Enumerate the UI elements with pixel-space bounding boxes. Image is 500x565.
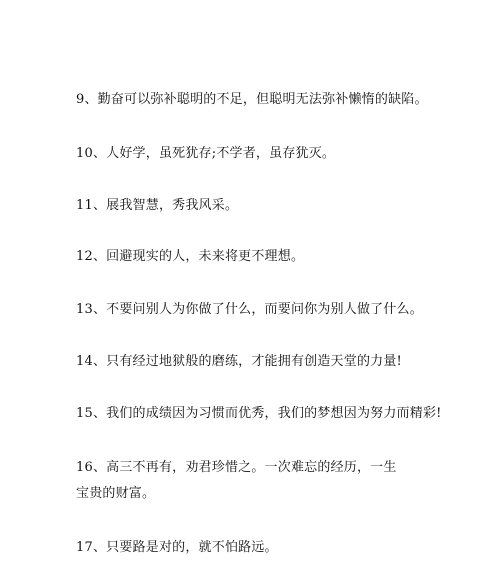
quote-item-14: 14、只有经过地狱般的磨练，才能拥有创造天堂的力量!	[76, 354, 402, 369]
quote-item-12: 12、回避现实的人，未来将更不理想。	[76, 249, 305, 264]
quote-item-9: 9、勤奋可以弥补聪明的不足，但聪明无法弥补懒惰的缺陷。	[76, 92, 428, 107]
quote-item-13: 13、不要问别人为你做了什么，而要问你为别人做了什么。	[76, 302, 423, 317]
quote-item-17: 17、只要路是对的，就不怕路远。	[76, 540, 278, 555]
quote-item-10: 10、人好学，虽死犹存;不学者，虽存犹灭。	[76, 146, 336, 161]
quote-item-15: 15、我们的成绩因为习惯而优秀，我们的梦想因为努力而精彩!	[76, 406, 442, 421]
quote-item-16: 16、高三不再有，劝君珍惜之。一次难忘的经历，一生宝贵的财富。	[76, 460, 397, 501]
quote-item-11: 11、展我智慧，秀我风采。	[76, 198, 239, 213]
